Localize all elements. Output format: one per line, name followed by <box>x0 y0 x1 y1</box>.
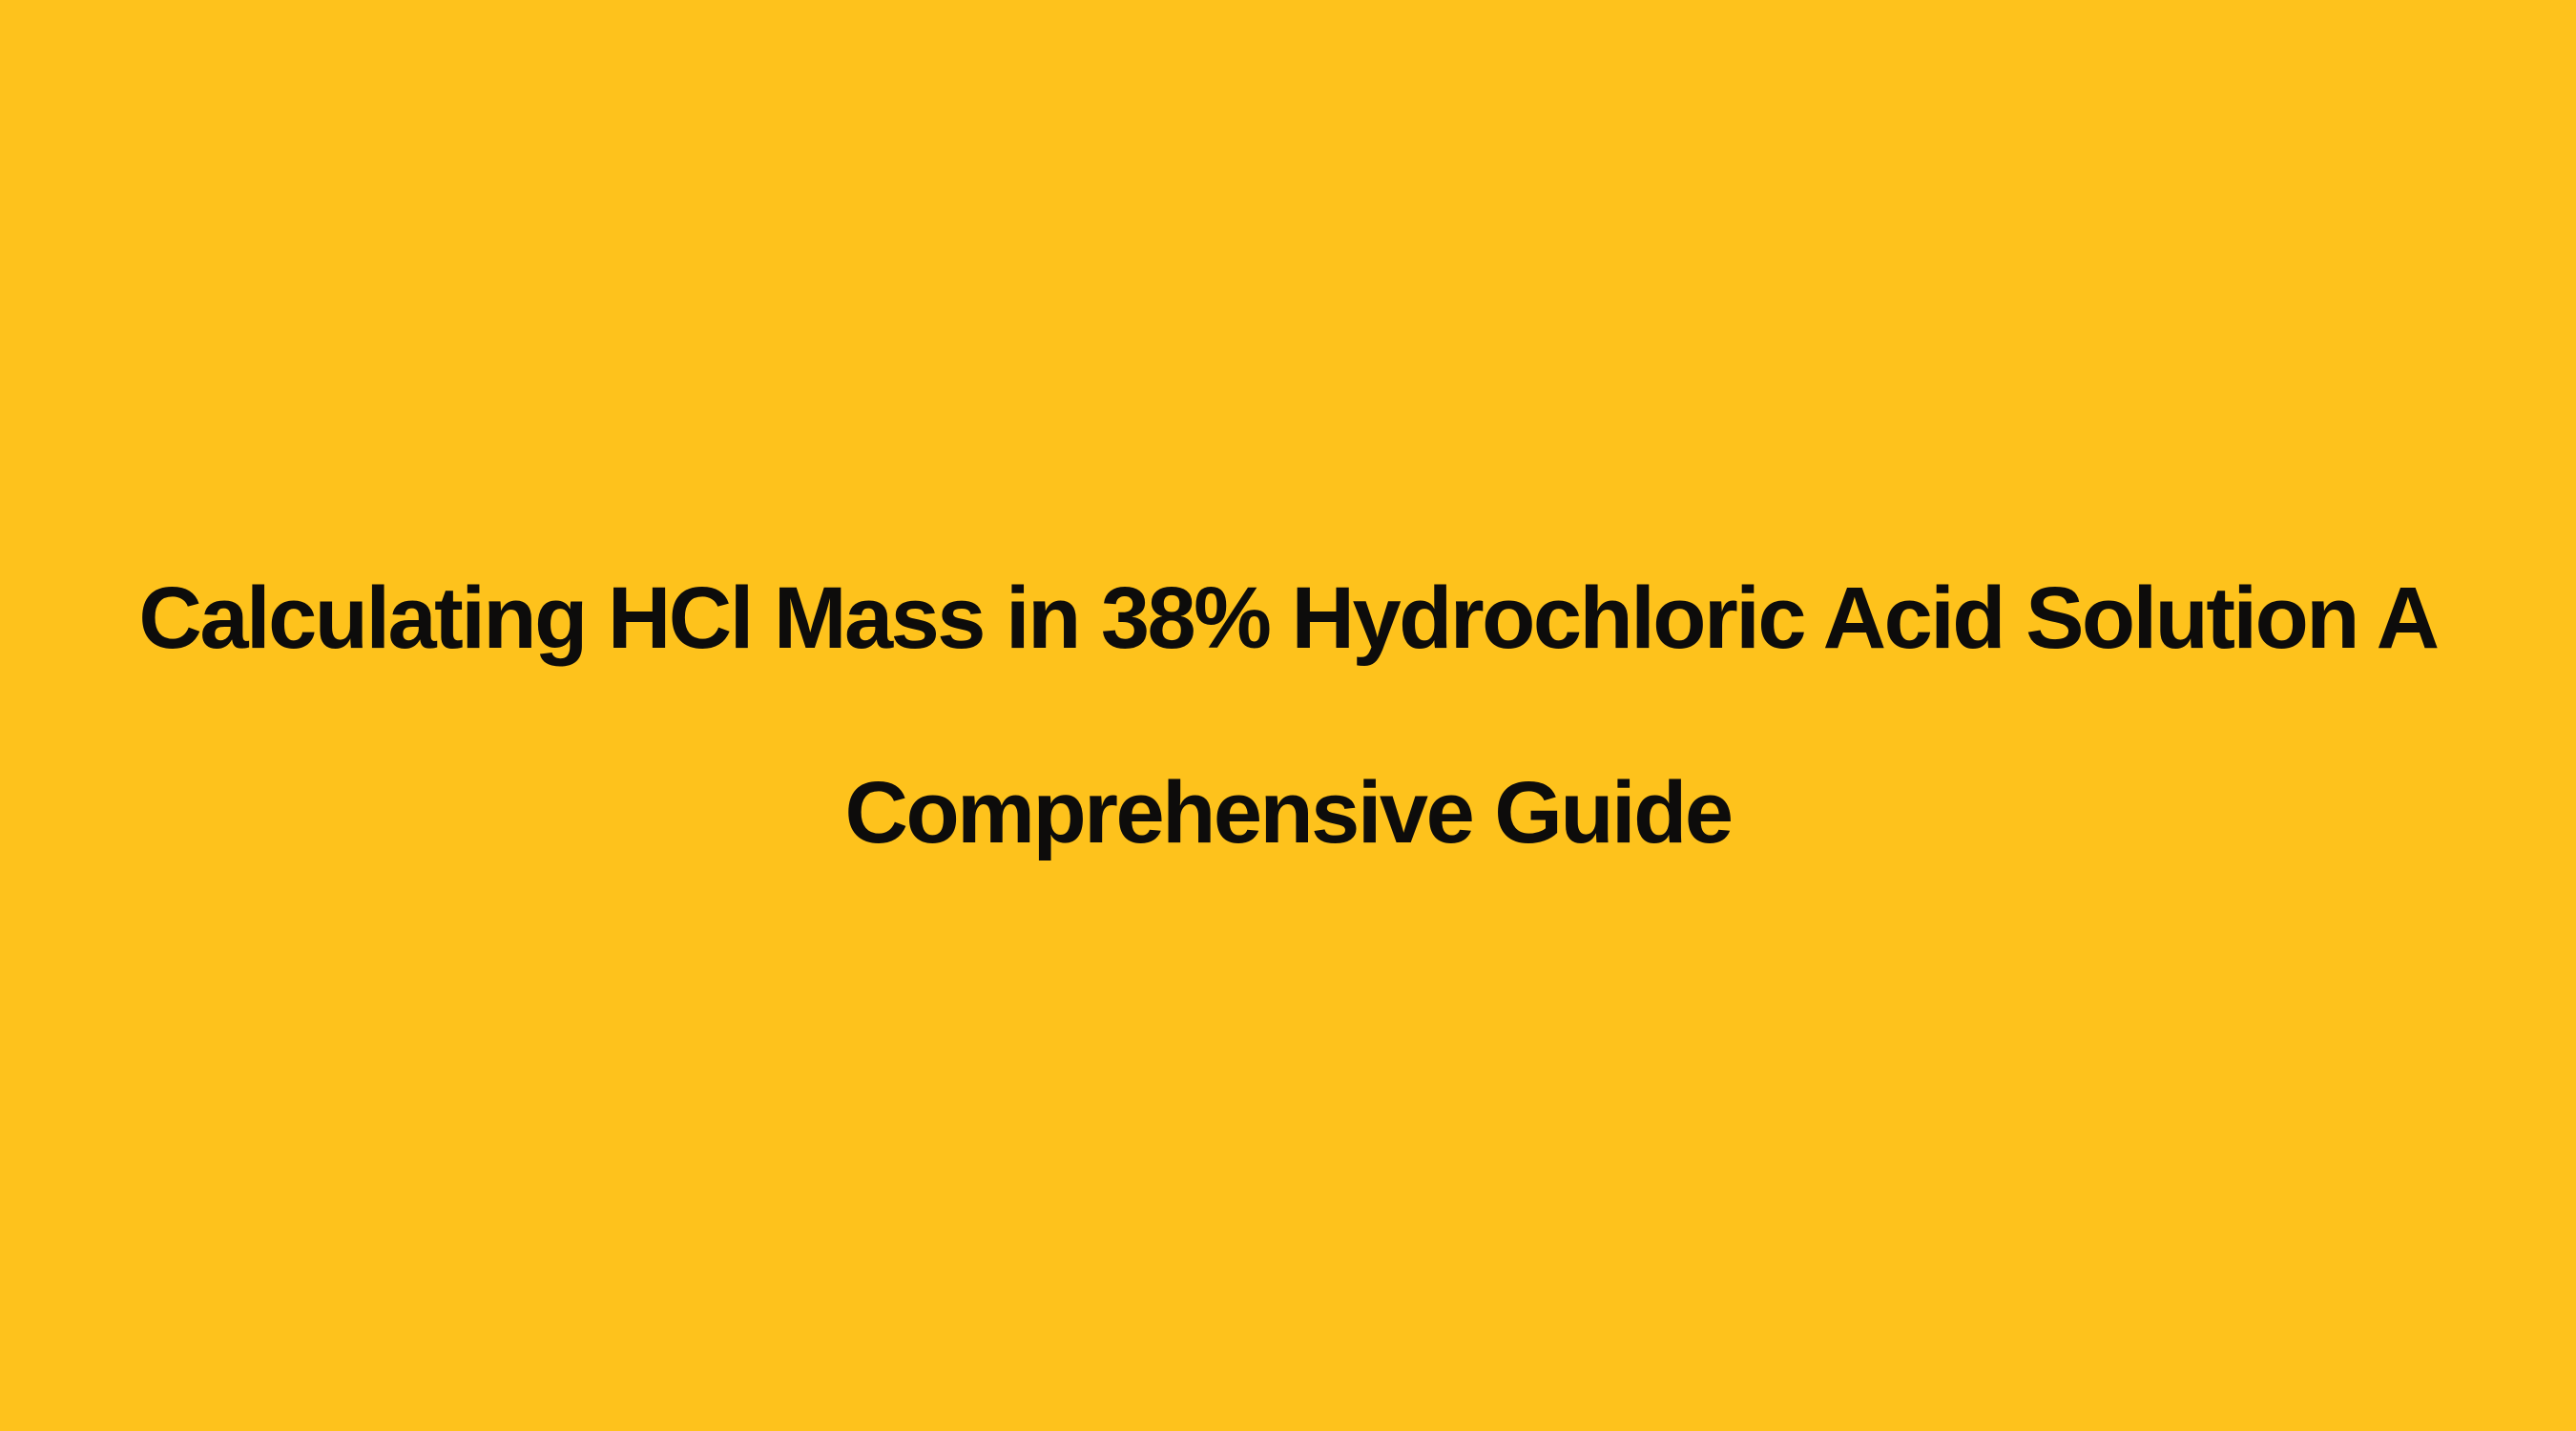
page-title <box>0 570 2576 861</box>
title-line-2: Comprehensive Guide <box>844 764 1732 861</box>
title-line-1: Calculating HCl Mass in 38% Hydrochloric Acid Solution A <box>138 570 2438 667</box>
